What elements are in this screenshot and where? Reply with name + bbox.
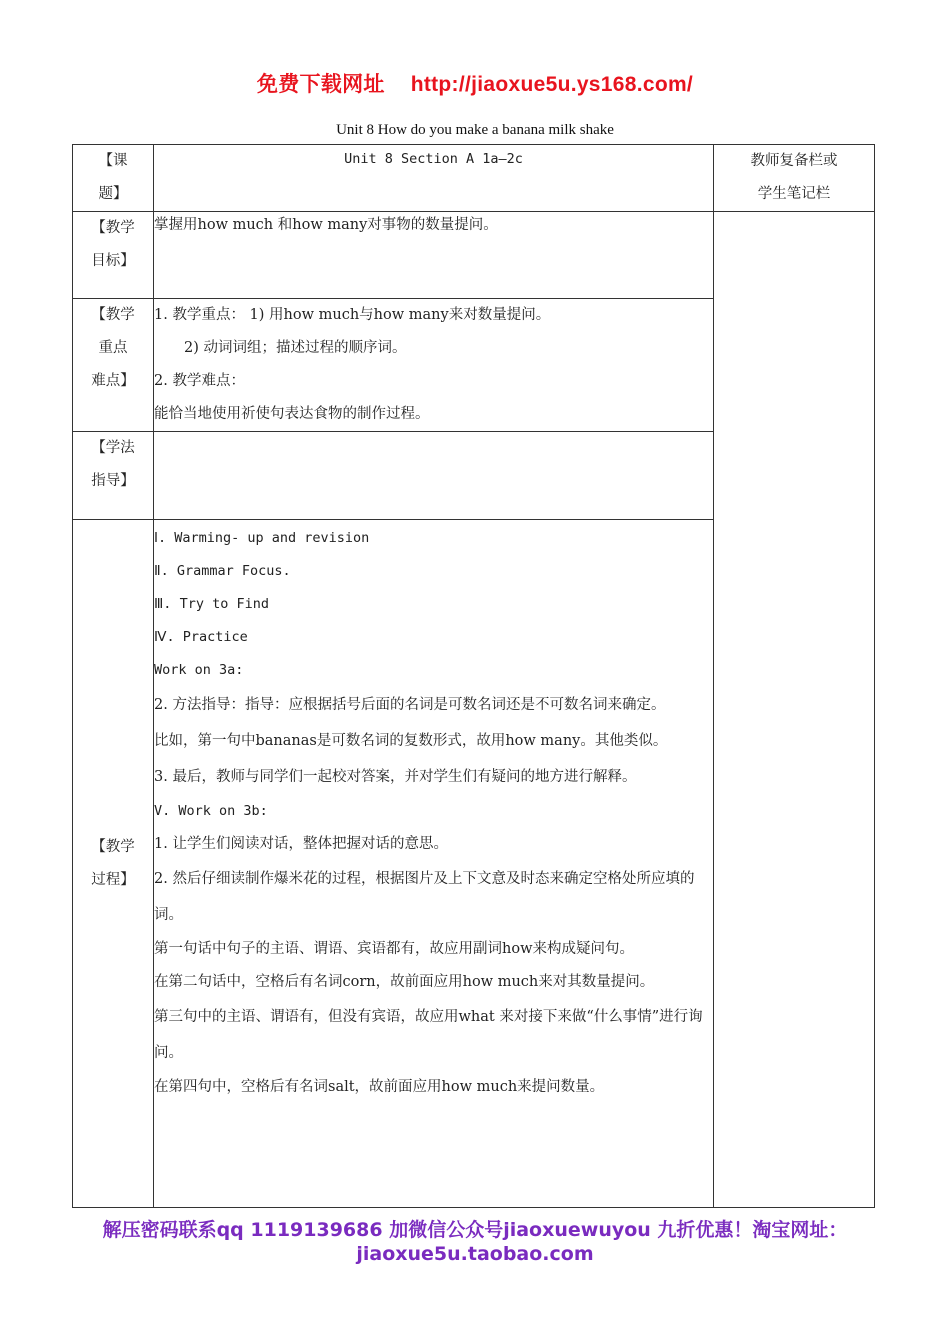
label-key-points: 【教学 重点 难点】 [73,299,154,432]
download-label: 免费下载网址 [256,73,385,96]
footer-line-shop-link[interactable]: jiaoxue5u.taobao.com [356,1243,594,1265]
method-content [154,432,714,520]
promo-footer [0,1218,950,1266]
process-content: Ⅰ. Warming- up and revision Ⅱ. Grammar Focus. Ⅲ. Try to Find Ⅳ. Practice Work on 3a: 2. 方法指导：指导：应根据括号后面的名词是可数名词还是不可数名词来确定。 比如，第一句中bananas是可数名词的复数形式，故用how many。其他类似。 3. 最后，教师与同学们一起校对答案，并对学生们有疑问的地方进行解释。 V. Work on 3b: 1. 让学生们阅读对话，整体把握对话的意思。 2. 然后仔细读制作爆米花的过程，根据图片及上下文意及时态来确定空格处所应填的词。 第一句话中句子的主语、谓语、宾语都有，故应用副词how来构成疑问句。 在第二句话中，空格后有名词corn，故前面应用how much来对其数量提问。 第三句中的主语、谓语有，但没有宾语，故应用what 来对接下来做“什么事情”进行询问。 在第四句中，空格后有名词salt，故前面应用how much来提问数量。 [154,520,714,1208]
label-process: 【教学 过程】 [73,520,154,1208]
label-method: 【学法 指导】 [73,432,154,520]
goal-content: 掌握用how much 和how many对事物的数量提问。 [154,212,714,299]
label-goal: 【教学 目标】 [73,212,154,299]
download-url-link[interactable]: http://jiaoxue5u.ys168.com/ [410,73,694,96]
lesson-plan-table [72,144,875,1208]
document-title: Unit 8 How do you make a banana milk shake [336,122,614,138]
row-goal [73,212,875,299]
side-notes-area [714,212,875,1208]
label-topic: 【课 题】 [73,145,154,212]
row-topic [73,145,875,212]
topic-content: Unit 8 Section A 1a—2c [154,145,714,212]
side-column-header: 教师复备栏或 学生笔记栏 [714,145,875,212]
footer-line-contact: 解压密码联系qq 1119139686 加微信公众号jiaoxuewuyou 九折优惠！淘宝网址： [102,1219,848,1241]
download-header [0,68,950,98]
key-points-content: 1. 教学重点： 1) 用how much与how many来对数量提问。 2) 动词词组；描述过程的顺序词。 2. 教学难点： 能恰当地使用祈使句表达食物的制作过程。 [154,299,714,432]
